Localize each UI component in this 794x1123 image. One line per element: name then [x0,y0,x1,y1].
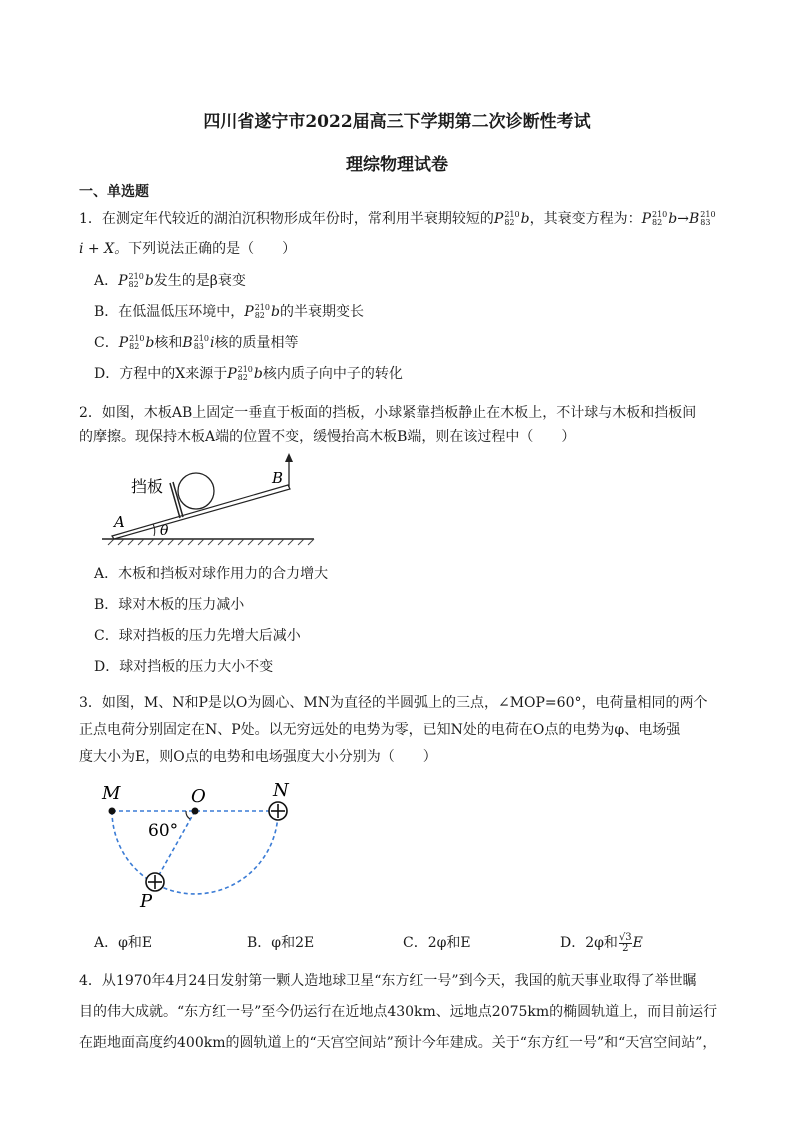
q3-option-b[interactable]: B．φ和2E [247,935,315,951]
q1-option-c[interactable]: C．P 210 82 b核和B 210 83 i核的质量相等 [94,334,299,351]
q2-option-a[interactable]: A．木板和挡板对球作用力的合力增大 [94,566,329,582]
point-m [109,808,116,815]
q3-line1: 3．如图，M、N和P是以O为圆心、MN为直径的半圆弧上的三点，∠MOP=60°，电荷量相同的两个 [79,695,708,711]
arrow: → [677,211,689,227]
q1-option-b[interactable]: B．在低温低压环境中，P 210 82 b的半衰期变长 [94,303,364,320]
lift-arrow-icon [285,453,293,462]
label-m: M [102,783,121,804]
q2-line1: 2．如图，木板AB上固定一垂直于板面的挡板，小球紧靠挡板静止在木板上，不计球与木板和挡板间 [79,405,697,421]
label-a: A [114,513,125,531]
q3-option-c[interactable]: C．2φ和E [403,935,471,951]
incline-figure [98,452,318,550]
q4-line2: 目的伟大成就。“东方红一号”至今仍运行在近地点430km、远地点2075km的椭圆轨道上，而目前运行 [79,1004,718,1020]
label-angle: 60° [148,821,179,841]
point-o [192,808,199,815]
charge-p-icon [146,873,164,891]
q3-line2: 正点电荷分别固定在N、P处。以无穷远处的电势为零，已知N处的电荷在O点的电势为φ、电场强 [79,722,681,738]
q1-text-b: ，其衰变方程为： [529,211,642,227]
q1-option-a[interactable]: A．P 210 82 b发生的是β衰变 [94,272,246,289]
q3-line3: 度大小为E，则O点的电势和电场强度大小分别为（ ） [79,749,437,765]
semicircle-figure [96,778,306,910]
q1-line2 [79,238,296,258]
q2-line2: 的摩擦。现保持木板A端的位置不变，缓慢抬高木板B端，则在该过程中（ ） [79,429,576,445]
nuclide-pb: P 210 82 b [493,210,530,227]
q2-option-b[interactable]: B．球对木板的压力减小 [94,597,245,613]
page-title: 四川省遂宁市2022届高三下学期第二次诊断性考试 [203,112,591,132]
label-p: P [140,891,153,910]
q1-question: 下列说法正确的是（ ） [128,241,297,257]
page-subtitle: 理综物理试卷 [346,155,448,175]
charge-n-icon [269,802,287,820]
q3-option-d[interactable]: D．2φ和 $\frac{√3}{2}$ E [560,931,643,954]
q1-option-d[interactable]: D．方程中的X来源于P 210 82 b核内质子向中子的转化 [94,365,403,382]
q4-line3: 在距地面高度约400km的圆轨道上的“天宫空间站”预计今年建成。关于“东方红一号”和“天宫空间站”， [79,1035,717,1051]
q2-option-d[interactable]: D．球对挡板的压力大小不变 [94,659,274,675]
q1-x-term: i + X。 [79,241,129,257]
q3-option-a[interactable]: A．φ和E [94,935,153,951]
label-o: O [191,786,206,807]
label-b: B [272,469,284,487]
label-baffle: 挡板 [131,477,164,496]
q1-line1 [79,208,717,228]
label-n: N [273,780,289,801]
q2-option-c[interactable]: C．球对挡板的压力先增大后减小 [94,628,301,644]
semicircle-arc [112,811,278,894]
section-heading: 一、单选题 [79,184,149,200]
nuclide-pb-eq: P 210 82 b [641,210,678,227]
nuclide-bi-eq: B 210 83 [688,210,716,227]
label-theta: θ [160,523,169,539]
ball [178,473,214,509]
q4-line1: 4．从1970年4月24日发射第一颗人造地球卫星“东方红一号”到今天，我国的航天事业取得了举世瞩 [79,973,697,989]
q1-text-a: 1．在测定年代较近的湖泊沉积物形成年份时，常利用半衰期较短的 [79,211,494,227]
